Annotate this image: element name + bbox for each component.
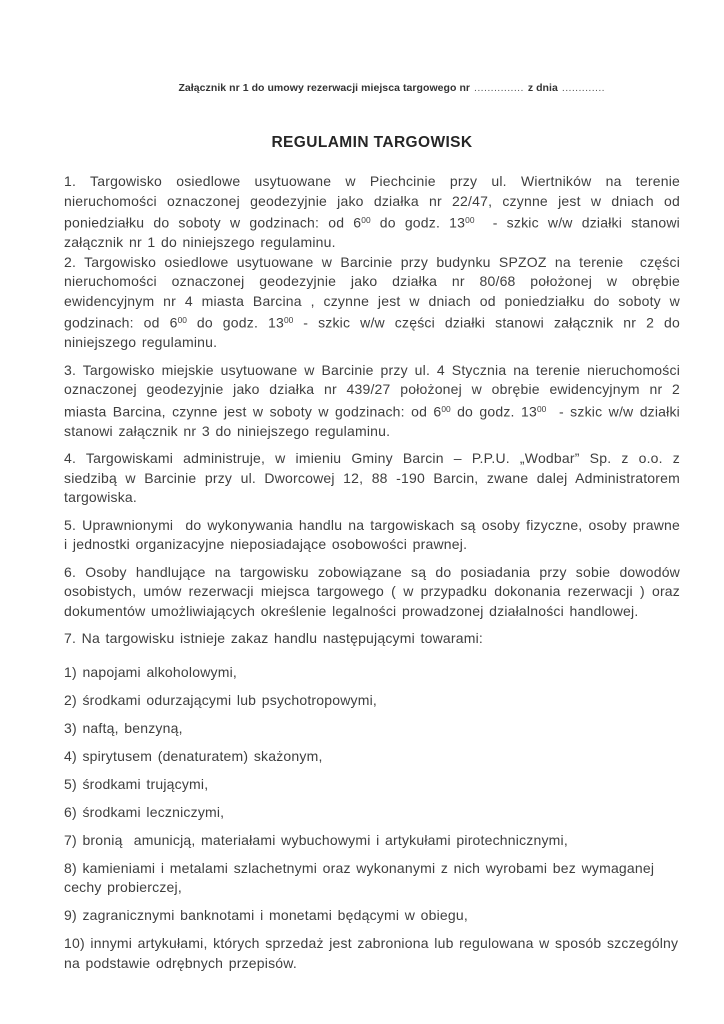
- text-run: - szkic w/w działki stanowi załącznik nr 1 do niniejszego regulaminu.: [64, 214, 680, 251]
- text-run: 4. Targowiskami administruje, w imieniu Gminy Barcin – P.P.U. „Wodbar” Sp. z o.o. z siedzibą w Barcinie przy ul. Dworcowej 12, 88 -190 Barcin, zwane dalej Administratorem targowiska.: [64, 450, 680, 506]
- text-run: 2. Targowisko osiedlowe usytuowane w Barcinie przy budynku SPZOZ na terenie części nieruchomości oznaczonej geodezyjnie jako działka nr 80/68 położonej w obrębie ewidencyjnym nr 4 miasta Barcina , czynne jest w dniach od poniedziałku do soboty w godzinach: od 6: [64, 253, 680, 331]
- attachment-header-infix: z dnia: [527, 82, 558, 94]
- paragraph-7: [64, 629, 680, 649]
- text-run: do godz. 13: [450, 403, 537, 420]
- contract-number-blank: ...............: [474, 82, 524, 94]
- text-run: - szkic w/w działki stanowi załącznik nr 3 do niniejszego regulaminu.: [64, 403, 680, 439]
- paragraph-6: [64, 563, 680, 622]
- text-run: 7. Na targowisku istnieje zakaz handlu następującymi towarami:: [64, 630, 483, 647]
- body-paragraphs: [64, 172, 680, 649]
- superscript-minutes: 00: [361, 215, 371, 225]
- prohibited-item-1: 1) napojami alkoholowymi,: [64, 663, 237, 680]
- prohibited-item-2: 2) środkami odurzającymi lub psychotropowymi,: [64, 691, 377, 708]
- page-title: REGULAMIN TARGOWISK: [271, 134, 473, 151]
- superscript-minutes: 00: [536, 403, 547, 414]
- text-run: do godz. 13: [370, 214, 466, 231]
- prohibited-item-5: 5) środkami trującymi,: [64, 775, 209, 792]
- attachment-header-text: Załącznik nr 1 do umowy rezerwacji miejsca targowego nr: [178, 82, 471, 94]
- prohibited-item-6: 6) środkami leczniczymi,: [64, 803, 225, 820]
- text-run: do godz. 13: [186, 314, 284, 331]
- paragraph-4: [64, 449, 680, 508]
- paragraph-5: [64, 516, 680, 555]
- contract-date-blank: .............: [561, 82, 605, 94]
- text-run: 3. Targowisko miejskie usytuowane w Barcinie przy ul. 4 Stycznia na terenie nieruchomości oznaczonej geodezyjnie jako działka nr 439/27 położonej w obrębie ewidencyjnym nr 2 miasta Barcina, czynne jest w soboty w godzinach: od 6: [64, 361, 680, 420]
- prohibited-item-9: 9) zagranicznymi banknotami i monetami będącymi w obiegu,: [64, 907, 468, 924]
- prohibited-items-list: [64, 657, 680, 974]
- text-run: 6. Osoby handlujące na targowisku zobowiązane są do posiadania przy sobie dowodów osobistych, umów rezerwacji miejsca targowego ( w przypadku dokonania rezerwacji ) oraz dokumentów umożliwiających określenie legalności prowadzonej działalności handlowej.: [64, 563, 680, 619]
- text-run: 5. Uprawnionymi do wykonywania handlu na targowiskach są osoby fizyczne, osoby prawne i jednostki organizacyjne nieposiadające osobowości prawnej.: [64, 516, 680, 553]
- superscript-minutes: 00: [441, 403, 451, 414]
- paragraph-1: [64, 172, 680, 253]
- superscript-minutes: 00: [465, 215, 475, 225]
- prohibited-item-3: 3) naftą, benzyną,: [64, 719, 183, 736]
- text-run: 1. Targowisko osiedlowe usytuowane w Piechcinie przy ul. Wiertników na terenie nieruchomości oznaczonej geodezyjnie jako działka nr 22/47, czynne jest w dniach od poniedziałku do soboty w godzinach: od 6: [64, 173, 680, 231]
- attachment-header: [40, 81, 609, 95]
- document-body: [64, 172, 680, 982]
- paragraph-2: [64, 253, 680, 353]
- prohibited-item-4: 4) spirytusem (denaturatem) skażonym,: [64, 747, 323, 764]
- prohibited-item-7: 7) bronią amunicją, materiałami wybuchowymi i artykułami pirotechnicznymi,: [64, 831, 568, 848]
- prohibited-item-8: 8) kamieniami i metalami szlachetnymi oraz wykonanymi z nich wyrobami bez wymaganej cechy probierczej,: [64, 859, 655, 896]
- paragraph-3: [64, 361, 680, 442]
- superscript-minutes: 00: [177, 315, 187, 326]
- superscript-minutes: 00: [283, 315, 294, 326]
- text-run: - szkic w/w części działki stanowi załącznik nr 2 do niniejszego regulaminu.: [64, 314, 680, 351]
- prohibited-item-10: 10) innymi artykułami, których sprzedaż jest zabroniona lub regulowana w sposób szczególny na podstawie odrębnych przepisów.: [64, 935, 679, 971]
